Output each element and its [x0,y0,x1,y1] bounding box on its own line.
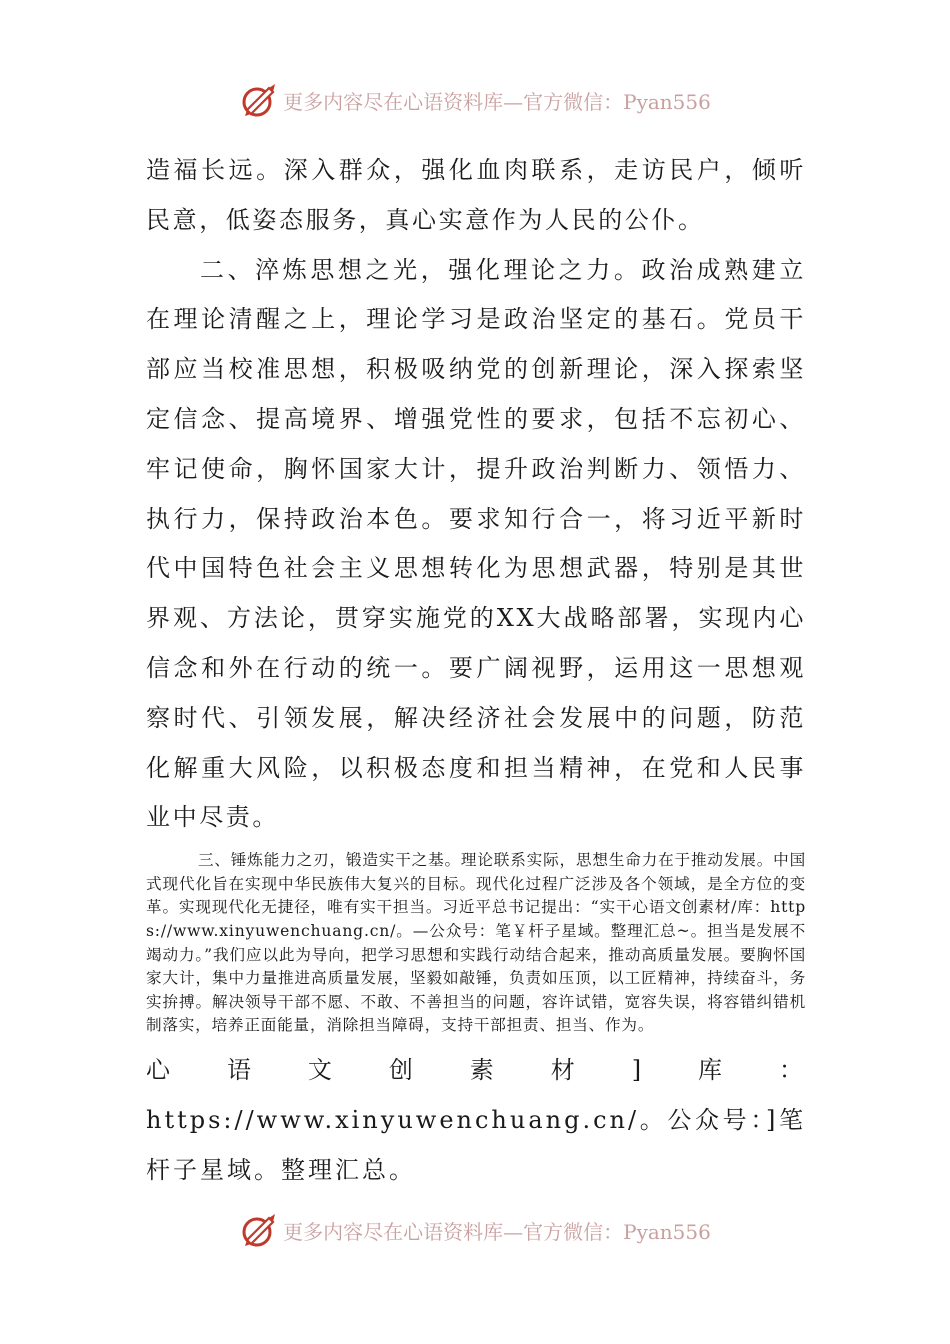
header-banner [0,78,950,122]
pen-logo-icon [239,1210,279,1250]
footer-banner [0,1208,950,1252]
paragraph-continuation: 造福长远。深入群众，强化血肉联系，走访民户，倾听民意，低姿态服务，真心实意作为人民的公仆。 [146,156,806,234]
pen-logo-icon [239,80,279,120]
footer-banner-text: 更多内容尽在心语资料库—官方微信：Pyan556 [283,1219,711,1244]
document-body [146,146,806,1195]
paragraph-source-note: 心语文创素材]库：https://www.xinyuwenchuang.cn/。公众号：]笔杆子星域。整理汇总。 [146,1055,806,1184]
header-banner-text: 更多内容尽在心语资料库—官方微信：Pyan556 [283,89,711,114]
paragraph-section-three: 三、锤炼能力之刃，锻造实干之基。理论联系实际，思想生命力在于推动发展。中国式现代化旨在实现中华民族伟大复兴的目标。现代化过程广泛涉及各个领域，是全方位的变革。实现现代化无捷径，唯有实干担当。习近平总书记提出：“实干心语文创素材/库：https://www.xinyuwenchuang.cn/。—公众号：笔￥杆子星域。整理汇总~。担当是发展不竭动力。”我们应以此为导向，把学习思想和实践行动结合起来，推动高质量发展。要胸怀国家大计，集中力量推进高质量发展，坚毅如敲锤，负责如压顶，以工匠精神，持续奋斗，务实拚搏。解决领导干部不愿、不敢、不善担当的问题，容许试错，宽容失误，将容错纠错机制落实，培养正面能量，消除担当障碍，支持干部担责、担当、作为。 [146,851,806,1035]
paragraph-section-two: 二、淬炼思想之光，强化理论之力。政治成熟建立在理论清醒之上，理论学习是政治坚定的基石。党员干部应当校准思想，积极吸纳党的创新理论，深入探索坚定信念、提高境界、增强党性的要求，包括不忘初心、牢记使命，胸怀国家大计，提升政治判断力、领悟力、执行力，保持政治本色。要求知行合一，将习近平新时代中国特色社会主义思想转化为思想武器，特别是其世界观、方法论，贯穿实施党的XX大战略部署，实现内心信念和外在行动的统一。要广阔视野，运用这一思想观察时代、引领发展，解决经济社会发展中的问题，防范化解重大风险，以积极态度和担当精神，在党和人民事业中尽责。 [146,255,806,832]
